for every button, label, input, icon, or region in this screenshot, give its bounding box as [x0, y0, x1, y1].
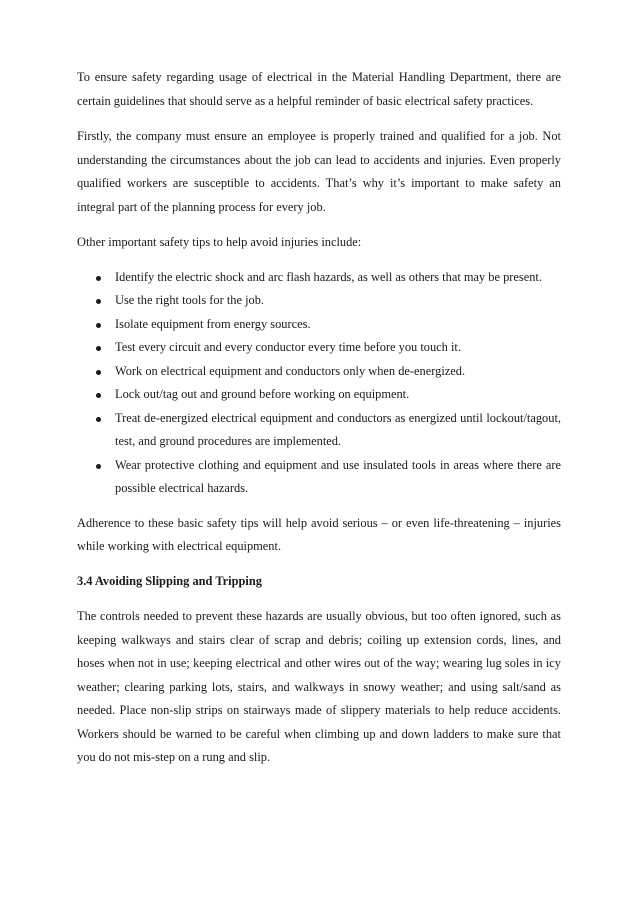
list-item-text: Wear protective clothing and equipment and use insulated tools in areas where there are possible electrical hazards.: [115, 457, 561, 495]
list-item: [77, 360, 561, 384]
bullet-icon: [96, 464, 101, 469]
tips-intro-paragraph: Other important safety tips to help avoid injuries include:: [77, 235, 362, 249]
intro-paragraph: To ensure safety regarding usage of electrical in the Material Handling Department, there are certain guidelines that should serve as a helpful reminder of basic electrical safety practices.: [77, 70, 561, 108]
adherence-paragraph: Adherence to these basic safety tips will help avoid serious – or even life-threatening – injuries while working with electrical equipment.: [77, 515, 561, 553]
list-item: [77, 383, 561, 407]
list-item-text: Isolate equipment from energy sources.: [115, 316, 311, 331]
list-item-text: Test every circuit and every conductor every time before you touch it.: [115, 340, 461, 354]
safety-tips-list: [77, 266, 561, 501]
list-item: [77, 336, 561, 360]
list-item-text: Treat de-energized electrical equipment and conductors as energized until lockout/tagout, test, and ground procedures are implemented.: [115, 410, 561, 448]
list-item: [77, 266, 561, 290]
list-item-text: Lock out/tag out and ground before working on equipment.: [115, 387, 410, 401]
bullet-icon: [96, 276, 101, 281]
bullet-icon: [96, 393, 101, 398]
document-page: [77, 66, 561, 770]
section-heading: 3.4 Avoiding Slipping and Tripping: [77, 573, 262, 588]
list-item: [77, 407, 561, 454]
list-item: [77, 454, 561, 501]
list-item-text: Work on electrical equipment and conductors only when de-energized.: [115, 363, 466, 378]
list-item: [77, 289, 561, 313]
bullet-icon: [96, 323, 101, 328]
bullet-icon: [96, 417, 101, 422]
bullet-icon: [96, 370, 101, 375]
list-item: [77, 313, 561, 337]
list-item-text: Identify the electric shock and arc flash hazards, as well as others that may be present.: [115, 269, 542, 284]
slipping-paragraph: The controls needed to prevent these hazards are usually obvious, but too often ignored, such as keeping walkways and stairs clear of scrap and debris; coiling up extension cords, lines, and hoses when not in use; keeping electrical and other wires out of the way; wearing lug soles in icy weather; clearing parking lots, stairs, and walkways in snowy weather; and using salt/sand as needed. Place non-slip strips on stairways made of slippery materials to help reduce accidents. Workers should be warned to be careful when climbing up and down ladders to make sure that you do not mis-step on a rung and slip.: [77, 609, 561, 764]
bullet-icon: [96, 346, 101, 351]
list-item-text: Use the right tools for the job.: [115, 293, 265, 307]
training-paragraph: Firstly, the company must ensure an employee is properly trained and qualified for a job. Not understanding the circumstances about the job can lead to accidents and injuries. Even properly qualified workers are susceptible to accidents. That’s why it’s important to make safety an integral part of the planning process for every job.: [77, 129, 561, 214]
bullet-icon: [96, 299, 101, 304]
